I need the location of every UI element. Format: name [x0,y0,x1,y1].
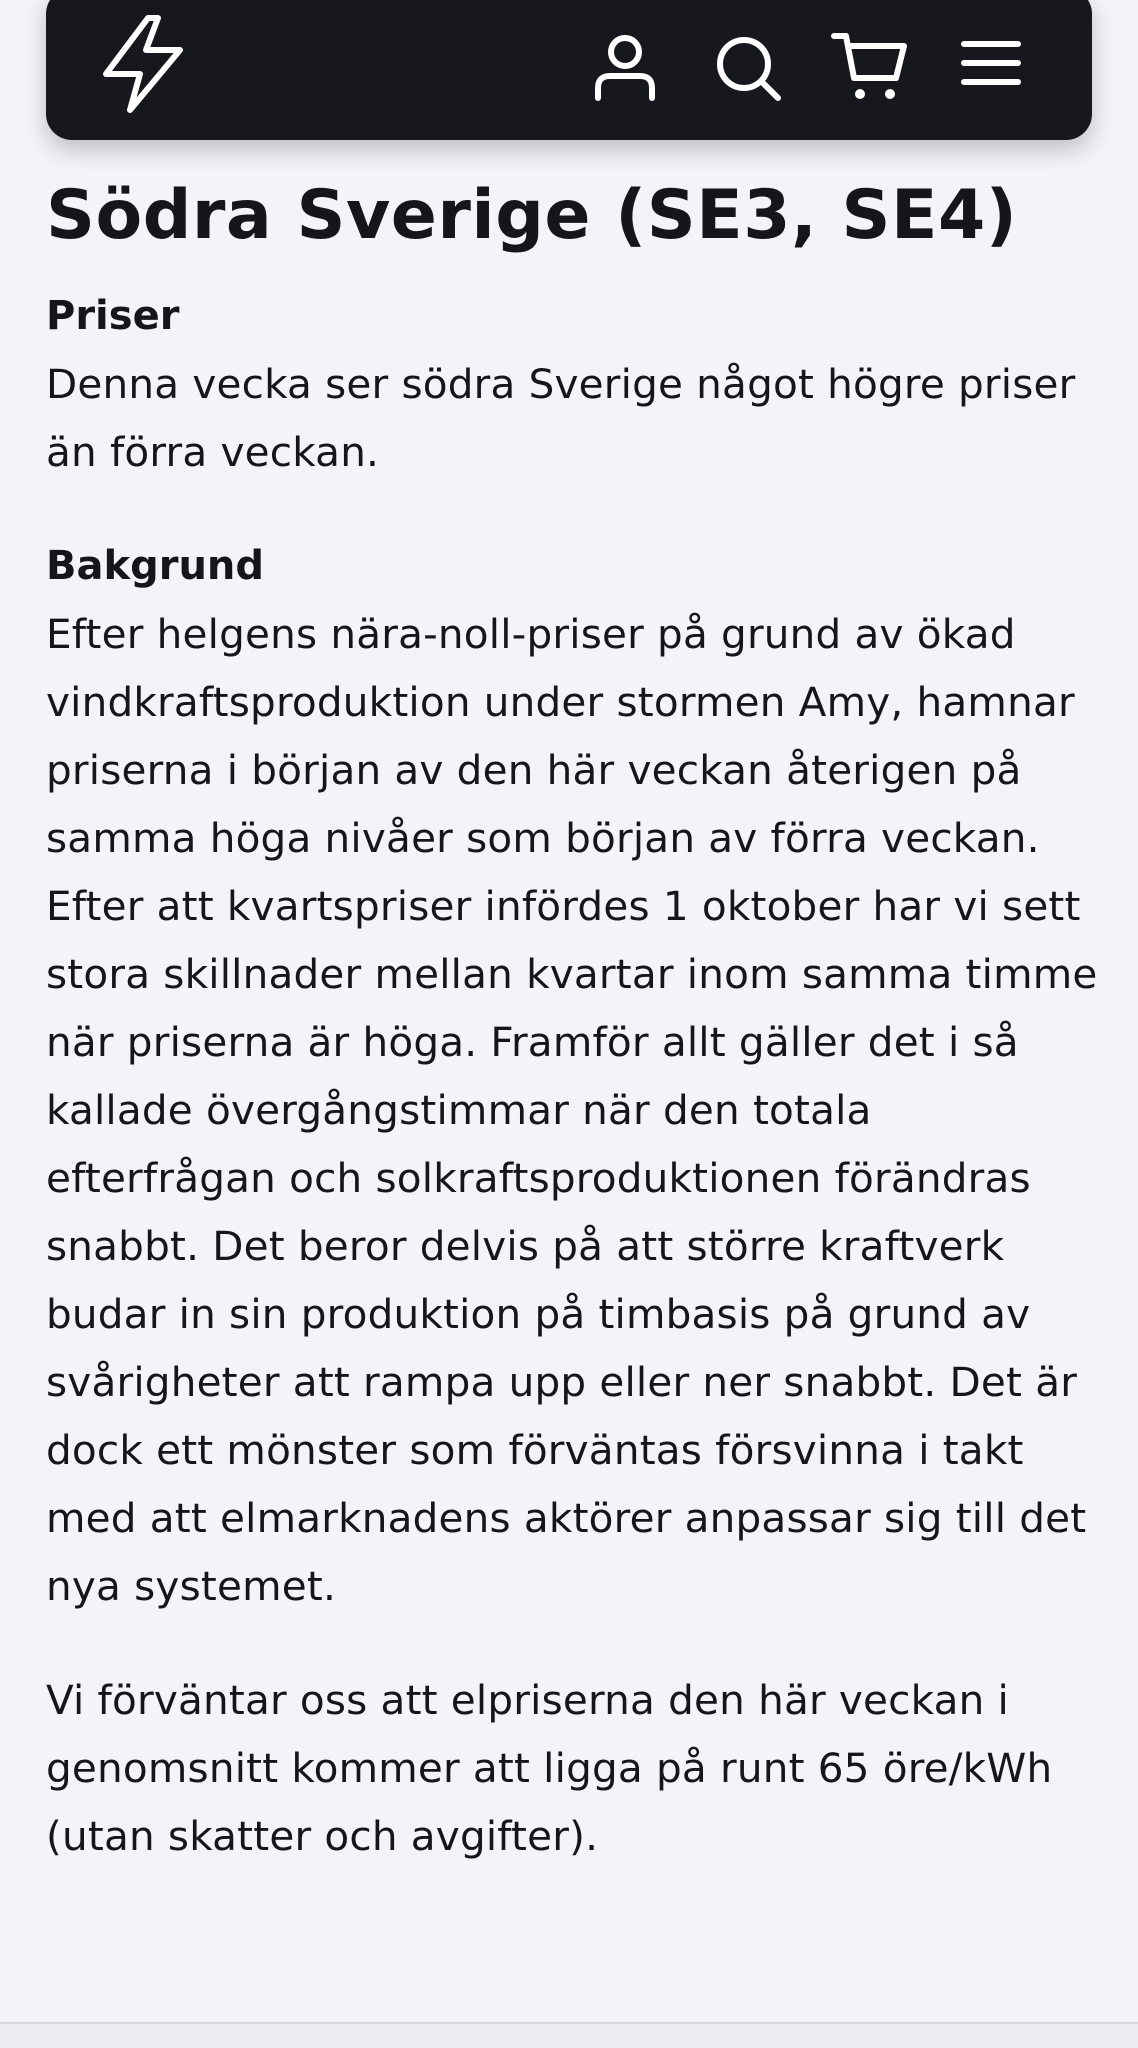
spacer [46,486,1106,532]
top-navbar [46,0,1092,140]
article-content [46,168,1106,1870]
spacer [46,264,1106,282]
page-title: Södra Sverige (SE3, SE4) [46,176,1018,255]
lightning-bolt-logo-icon[interactable] [100,14,186,114]
menu-icon[interactable] [958,32,1024,94]
prices-heading: Priser [46,293,180,339]
background-heading: Bakgrund [46,543,265,589]
user-icon[interactable] [590,32,660,102]
bottom-bar [0,2024,1138,2048]
background-paragraph-2: Efter att kvartspriser infördes 1 oktober har vi sett stora skillnader mellan kvartar inom samma timme när priserna är höga. Framför allt gäller det i så kallade övergångstimmar när den totala efterfrågan och solkraftsproduktionen förändras snabbt. Det beror delvis på att större kraftverk budar in sin produktion på timbasis på grund av svårigheter att rampa upp eller ner snabbt. Det är dock ett mönster som förväntas försvinna i takt med att elmarknadens aktörer anpassar sig till det nya systemet. [46,882,1098,1610]
cart-icon[interactable] [830,30,910,104]
search-icon[interactable] [712,32,784,104]
price-outlook-paragraph: Vi förväntar oss att elpriserna den här veckan i genomsnitt kommer att ligga på runt 65 öre/kWh (utan skatter och avgifter). [46,1676,1053,1860]
background-paragraph-1: Efter helgens nära-noll-priser på grund av ökad vindkraftsproduktion under stormen Amy, hamnar priserna i början av den här veckan återigen på samma höga nivåer som början av förra veckan. [46,610,1075,862]
prices-text: Denna vecka ser södra Sverige något högre priser än förra veckan. [46,360,1076,476]
spacer [46,1620,1106,1666]
